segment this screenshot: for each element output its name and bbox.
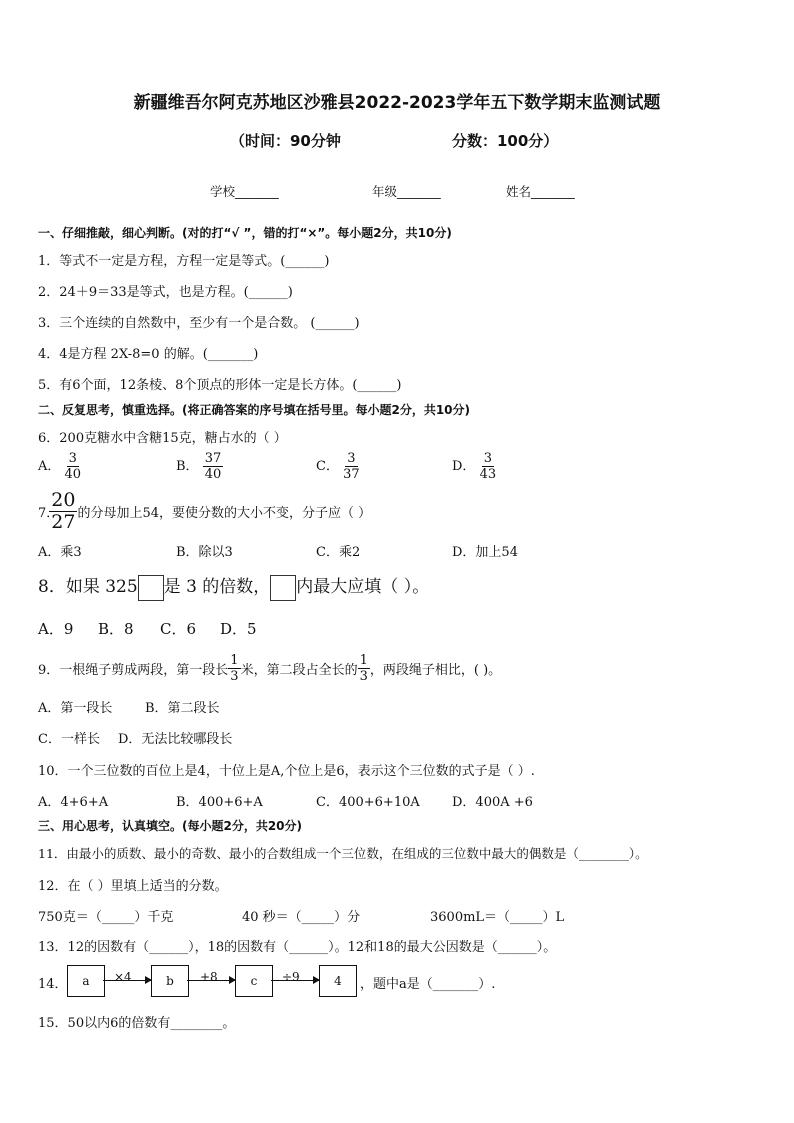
- fraction: $\frac{3}{40}$: [64, 451, 82, 482]
- option-b[interactable]: [176, 452, 223, 481]
- flow-box: c: [235, 965, 273, 997]
- fraction: $\frac{20}{27}$: [51, 489, 76, 533]
- option-d[interactable]: D．加上54: [452, 545, 518, 560]
- blank-box[interactable]: [270, 575, 296, 601]
- question-2: 2．24＋9＝33是等式，也是方程。(______): [38, 285, 293, 300]
- option-a[interactable]: A．4+6+A: [38, 795, 109, 810]
- option-label: D．: [452, 459, 476, 474]
- blank-item: 750克＝（_____）千克: [38, 910, 174, 925]
- question-13: 13．12的因数有（______），18的因数有（______）。12和18的最大公因数是（______）。: [38, 940, 557, 955]
- option-d[interactable]: D．400A +6: [452, 795, 533, 810]
- option-a[interactable]: A．乘3: [38, 545, 82, 560]
- option-label: B．: [176, 459, 199, 474]
- blank-box[interactable]: [138, 575, 164, 601]
- option-label: C．: [316, 459, 339, 474]
- flow-box: a: [67, 965, 105, 997]
- fraction: $\frac{3}{43}$: [479, 451, 497, 482]
- section-title: 一、仔细推敲，细心判断。(对的打“√ ”，错的打“×”。每小题2分，共10分): [38, 226, 452, 240]
- blank-item: 3600mL＝（_____）L: [430, 910, 565, 925]
- option-c[interactable]: C．乘2: [316, 545, 361, 560]
- option-d[interactable]: D．无法比较哪段长: [118, 732, 233, 747]
- section-title: 三、用心思考，认真填空。(每小题2分，共20分): [38, 819, 303, 833]
- option-a[interactable]: [38, 452, 81, 481]
- question-10: 10．一个三位数的百位上是4，十位上是A,个位上是6，表示这个三位数的式子是（ ）.: [38, 764, 535, 779]
- question-12: 12．在（ ）里填上适当的分数。: [38, 879, 228, 894]
- question-7: 7． $\frac{20}{27}$ 的分母加上54，要使分数的大小不变，分子应（ ）: [38, 489, 372, 533]
- question-14-label: 14．: [38, 977, 68, 992]
- flow-operator: +8: [200, 970, 218, 984]
- option-c[interactable]: C．一样长: [38, 732, 100, 747]
- option-b[interactable]: B．8: [98, 620, 134, 638]
- question-3: 3．三个连续的自然数中，至少有一个是合数。 (______): [38, 316, 360, 331]
- fraction: $\frac{1}{3}$: [230, 653, 239, 684]
- question-14-tail: ，题中a是（_______）.: [360, 977, 496, 992]
- option-label: A．: [38, 459, 61, 474]
- option-b[interactable]: B．第二段长: [145, 701, 220, 716]
- name-field[interactable]: 姓名_______: [506, 184, 575, 199]
- question-15: 15．50以内6的倍数有________。: [38, 1016, 236, 1031]
- option-b[interactable]: B．400+6+A: [176, 795, 263, 810]
- question-4: 4．4是方程 2X-8=0 的解。(_______): [38, 347, 259, 362]
- flow-operator: ÷9: [282, 970, 300, 984]
- grade-field[interactable]: 年级_______: [372, 184, 441, 199]
- fraction: $\frac{37}{40}$: [204, 451, 222, 482]
- question-9: 9．一根绳子剪成两段，第一段长 $\frac{1}{3}$ 米，第二段占全长的 $\frac{1}{3}$ ，两段绳子相比，( )。: [38, 653, 502, 684]
- question-8: 8．如果 325 是 3 的倍数， 内最大应填（ ）。: [38, 572, 429, 601]
- page-title: 新疆维吾尔阿克苏地区沙雅县2022-2023学年五下数学期末监测试题: [133, 93, 661, 113]
- school-field[interactable]: 学校_______: [210, 184, 279, 199]
- option-b[interactable]: B．除以3: [176, 545, 233, 560]
- option-d[interactable]: D．5: [220, 620, 257, 638]
- fraction: $\frac{1}{3}$: [359, 653, 368, 684]
- exam-score: 分数：100分）: [452, 132, 559, 150]
- flow-box: b: [151, 965, 189, 997]
- blank-item: 40 秒＝（_____）分: [242, 910, 361, 925]
- option-c[interactable]: C．6: [160, 620, 197, 638]
- option-c[interactable]: C．400+6+10A: [316, 795, 420, 810]
- question-5: 5．有6个面，12条棱、8个顶点的形体一定是长方体。(______): [38, 378, 402, 393]
- fraction: $\frac{3}{37}$: [343, 451, 360, 482]
- option-a[interactable]: A．9: [38, 620, 74, 638]
- flow-box: 4: [319, 965, 357, 997]
- exam-time: （时间：90分钟: [230, 132, 341, 150]
- option-c[interactable]: [316, 452, 360, 481]
- flow-operator: ×4: [114, 970, 132, 984]
- option-d[interactable]: [452, 452, 496, 481]
- question-1: 1．等式不一定是方程，方程一定是等式。(______): [38, 254, 330, 269]
- question-6: 6．200克糖水中含糖15克，糖占水的（ ）: [38, 431, 287, 446]
- section-title: 二、反复思考，慎重选择。(将正确答案的序号填在括号里。每小题2分，共10分): [38, 403, 471, 417]
- question-11: 11．由最小的质数、最小的奇数、最小的合数组成一个三位数，在组成的三位数中最大的偶数是（________）。: [38, 846, 648, 861]
- option-a[interactable]: A．第一段长: [38, 701, 113, 716]
